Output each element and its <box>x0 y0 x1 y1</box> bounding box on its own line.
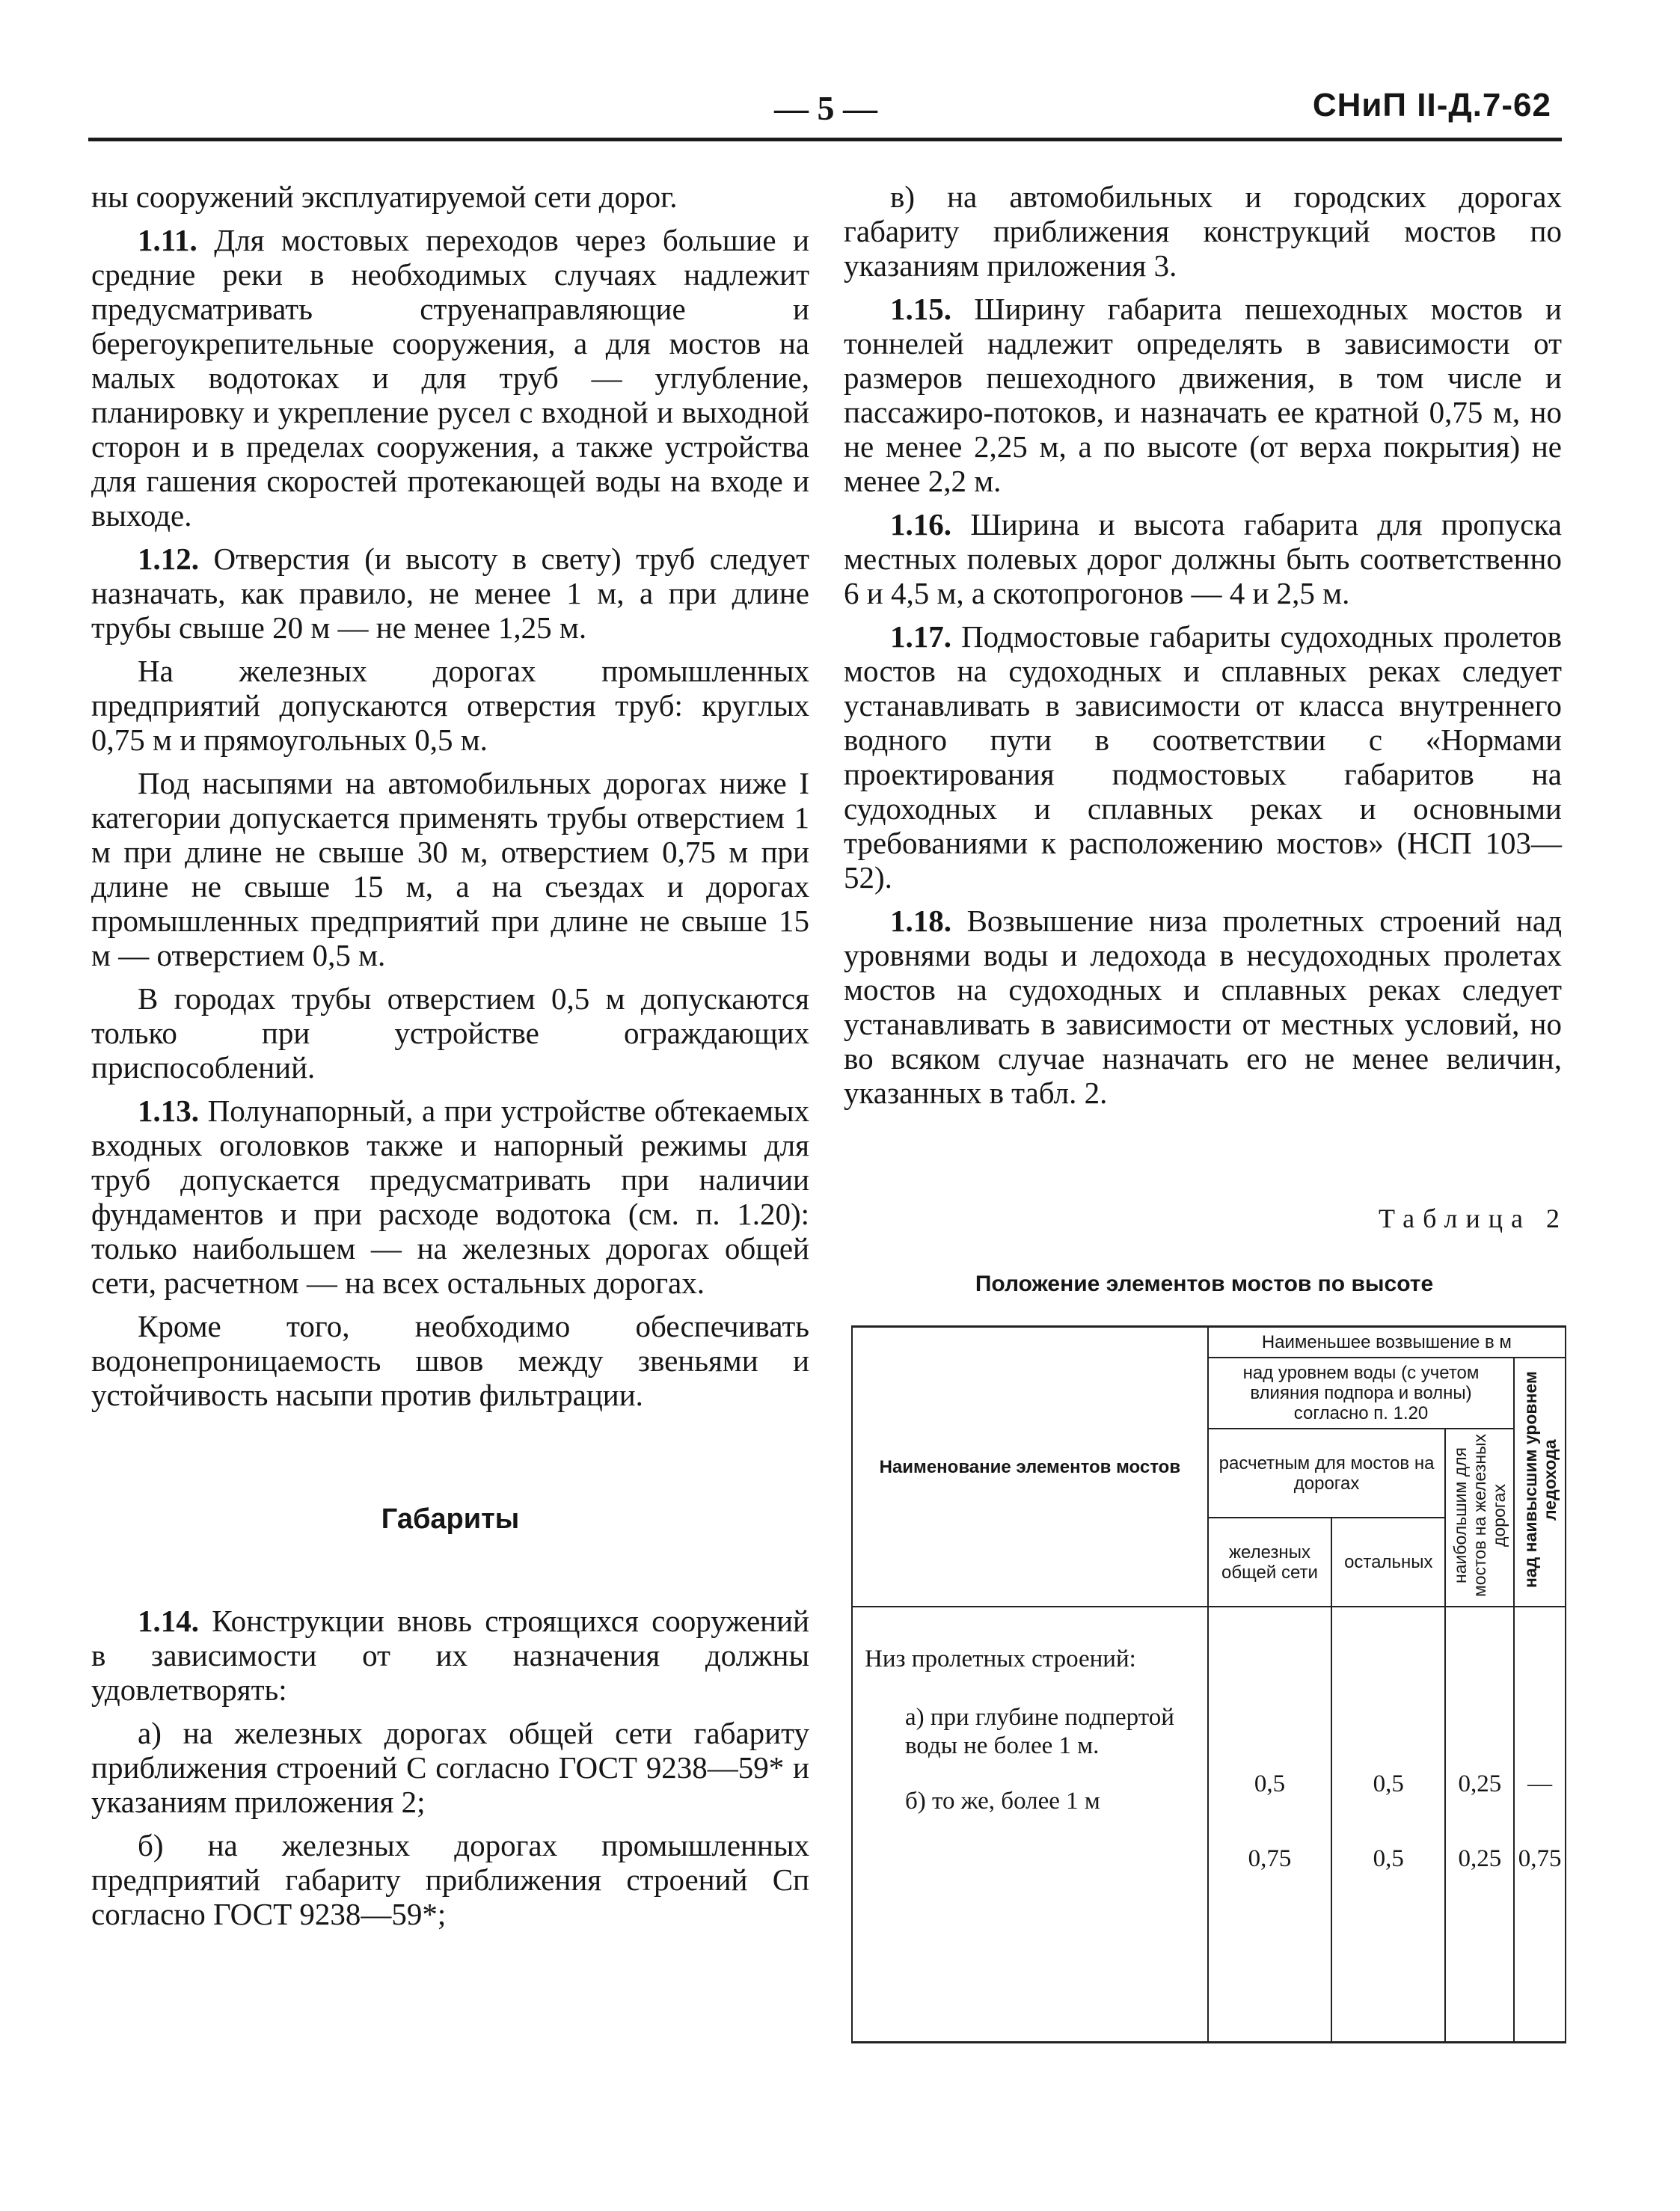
clause-number: 1.17. <box>890 619 951 654</box>
col-rail-general <box>1208 1607 1331 2043</box>
cell-b-2: 0,5 <box>1373 1845 1404 1872</box>
paragraph: Под насыпями на автомобильных дорогах ниже I категории допускается применять трубы отверстием 1 м при длине не свыше 30 м, отверстием 0,75 м при длине не свыше 15 м, а на съездах и дорогах промышленных предприятий при длине не свыше 15 м — отверстием 0,5 м. <box>91 766 809 972</box>
left-column <box>91 180 809 1940</box>
col-max-rail <box>1445 1607 1514 2043</box>
header-rail-general: железных общей сети <box>1208 1518 1331 1607</box>
header-calculated: расчетным для мостов на дорогах <box>1208 1429 1446 1518</box>
clause-number: 1.14. <box>138 1604 199 1638</box>
clause-text: Конструкции вновь строящихся сооружений в зависимости от их назначения должны удовлетворять: <box>91 1604 809 1707</box>
table-label: Таблица 2 <box>1379 1203 1568 1233</box>
clause-text: Для мостовых переходов через большие и средние реки в необходимых случаях надлежит предусматривать струенаправляющие и берегоукрепительные сооружения, а для мостов на малых водотоках и для труб — углубление, планировку и укрепление русел с входной и выходной сторон и в пределах сооружения, а также устройства для гашения скоростей протекающей воды на входе и выходе. <box>91 223 809 533</box>
col-ice <box>1514 1607 1566 2043</box>
header-over-ice <box>1514 1358 1566 1607</box>
clause-1-11 <box>91 223 809 533</box>
header-element-name: Наименование элементов мостов <box>852 1327 1208 1607</box>
clause-1-17 <box>844 619 1562 895</box>
clause-text: Подмостовые габариты судоходных пролетов мостов на судоходных и сплавных реках следует устанавливать в зависимости от класса внутреннего водного пути в соответствии с «Нормами проектирования подмостовых габаритов на судоходных и сплавных реках и основными требованиями к расположению мостов» (НСП 103—52). <box>844 619 1563 895</box>
clause-text: Полунапорный, а при устройстве обтекаемых входных оголовков также и напорный режимы для труб допускается предусматривать при наличии фундаментов и при расходе водотока (см. п. 1.20): только наибольшем — на железных дорогах общей сети, расчетном — на всех остальных дорогах. <box>91 1094 810 1300</box>
clause-1-18 <box>844 904 1562 1110</box>
clause-1-13 <box>91 1094 809 1300</box>
clause-1-14 <box>91 1604 809 1707</box>
clause-text: Ширину габарита пешеходных мостов и тоннелей надлежит определять в зависимости от размеров пешеходного движения, в том числе и пассажиро-потоков, и назначать ее кратной 0,75 м, но не менее 2,25 м, а по высоте (от верха покрытия) не менее 2,2 м. <box>844 292 1562 498</box>
page-number: — 5 — <box>774 89 877 127</box>
cell-a-2: 0,5 <box>1373 1770 1404 1797</box>
clause-1-12 <box>91 542 809 645</box>
section-title: Габариты <box>381 1503 520 1535</box>
table-row <box>852 1607 1566 2043</box>
paragraph: ны сооружений эксплуатируемой сети дорог. <box>91 180 678 214</box>
col-other <box>1331 1607 1445 2043</box>
clause-number: 1.13. <box>138 1094 199 1128</box>
cell-b-3: 0,25 <box>1458 1845 1502 1872</box>
elevation-table <box>851 1325 1566 2043</box>
table-2 <box>851 1325 1566 2043</box>
paragraph: Кроме того, необходимо обеспечивать водонепроницаемость швов между звеньями и устойчивость насыпи против фильтрации. <box>91 1309 809 1412</box>
clause-number: 1.18. <box>890 904 951 938</box>
header-max-rail <box>1445 1429 1514 1607</box>
cell-a-3: 0,25 <box>1458 1770 1502 1797</box>
clause-text: Отверстия (и высоту в свету) труб следует назначать, как правило, не менее 1 м, а при длине трубы свыше 20 м — не менее 1,25 м. <box>91 542 809 645</box>
table-title: Положение элементов мостов по высоте <box>975 1272 1434 1296</box>
paragraph: б) на железных дорогах промышленных предприятий габариту приближения строений Сп согласно ГОСТ 9238—59*; <box>91 1828 809 1931</box>
row-heading: Низ пролетных строений: <box>865 1646 1136 1672</box>
paragraph: а) на железных дорогах общей сети габариту приближения строений С согласно ГОСТ 9238—59* и указаниям приложения 2; <box>91 1716 809 1819</box>
row-name <box>852 1607 1208 2043</box>
row-b-label: б) то же, более 1 м <box>905 1788 1100 1815</box>
document-code: СНиП II-Д.7-62 <box>1312 87 1551 123</box>
cell-a-1: 0,5 <box>1254 1770 1286 1797</box>
paragraph: в) на автомобильных и городских дорогах габариту приближения конструкций мостов по указаниям приложения 3. <box>844 180 1562 283</box>
header-over-ice-text: над наивысшим уровнем ледохода <box>1520 1371 1560 1589</box>
clause-1-16 <box>844 507 1562 610</box>
header-rule <box>88 138 1562 141</box>
cell-b-4: 0,75 <box>1518 1845 1562 1872</box>
header-min-elevation: Наименьшее возвышение в м <box>1208 1327 1566 1358</box>
clause-text: Ширина и высота габарита для пропуска местных полевых дорог должны быть соответственно 6 и 4,5 м, а скотопрогонов — 4 и 2,5 м. <box>844 507 1563 610</box>
row-a-label: а) при глубине подпертой воды не более 1 м. <box>905 1704 1174 1759</box>
clause-number: 1.16. <box>890 507 951 542</box>
header-over-water: над уровнем воды (с учетом влияния подпора и волны) согласно п. 1.20 <box>1208 1358 1515 1429</box>
header-other: остальных <box>1331 1518 1445 1607</box>
header-max-rail-text: наибольшим для мостов на железных дорогах <box>1450 1433 1509 1598</box>
clause-text: Возвышение низа пролетных строений над уровнями воды и ледохода в несудоходных пролетах мостов на судоходных и сплавных реках следует устанавливать в зависимости от местных условий, но во всяком случае назначать его не менее величин, указанных в табл. 2. <box>844 904 1562 1110</box>
paragraph: На железных дорогах промышленных предприятий допускаются отверстия труб: круглых 0,75 м и прямоугольных 0,5 м. <box>91 654 809 757</box>
paragraph: В городах трубы отверстием 0,5 м допускаются только при устройстве ограждающих приспособлений. <box>91 981 809 1085</box>
clause-number: 1.15. <box>890 292 951 326</box>
cell-b-1: 0,75 <box>1248 1845 1292 1872</box>
clause-1-15 <box>844 292 1562 498</box>
clause-number: 1.12. <box>138 542 199 576</box>
right-column <box>844 180 1562 1119</box>
cell-a-4: — <box>1527 1770 1553 1797</box>
clause-number: 1.11. <box>138 223 197 257</box>
